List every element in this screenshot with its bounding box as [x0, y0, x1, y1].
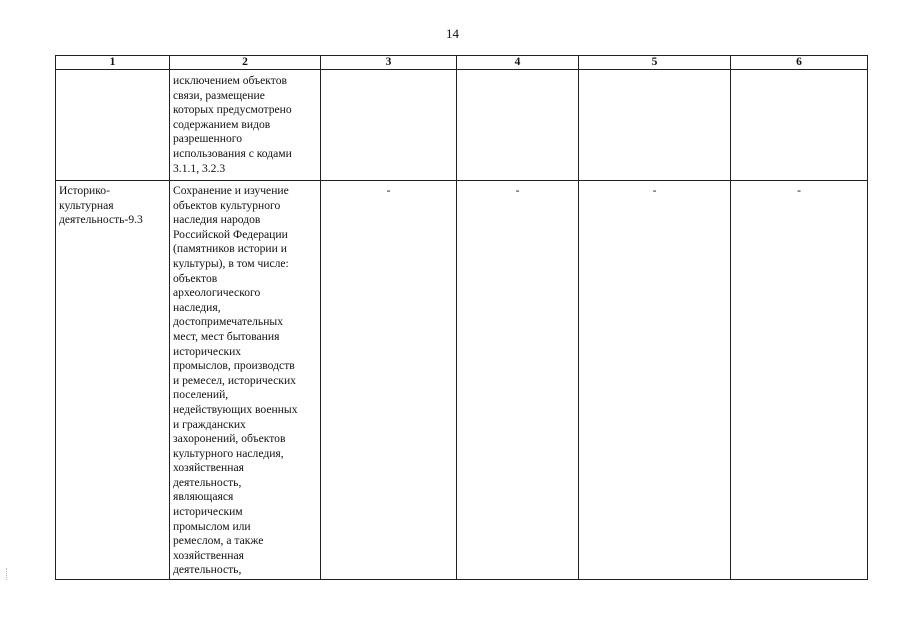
table-header-row	[56, 56, 868, 70]
value-cell-5	[579, 70, 731, 181]
document-table	[55, 55, 868, 580]
table-row	[56, 181, 868, 580]
land-use-type-cell	[56, 70, 170, 181]
description-cell: исключением объектов связи, размещение которых предусмотрено содержанием видов разрешенного использования с кодами 3.1.1, 3.2.3	[170, 70, 321, 181]
column-header-1: 1	[56, 56, 170, 70]
value-cell-4: -	[457, 181, 579, 580]
column-header-5: 5	[579, 56, 731, 70]
table-row	[56, 70, 868, 181]
column-header-3: 3	[321, 56, 457, 70]
value-cell-6	[731, 70, 868, 181]
description-cell: Сохранение и изучение объектов культурного наследия народов Российской Федерации (памятников истории и культуры), в том числе: объектов археологического наследия, достопримечательных мест, мест бытования исторических промыслов, производств и ремесел, исторических поселений, недействующих военных и гражданских захоронений, объектов культурного наследия, хозяйственная деятельность, являющаяся историческим промыслом или ремеслом, а также хозяйственная деятельность,	[170, 181, 321, 580]
value-cell-4	[457, 70, 579, 181]
value-cell-6: -	[731, 181, 868, 580]
value-cell-3	[321, 70, 457, 181]
land-use-type-cell: Историко- культурная деятельность-9.3	[56, 181, 170, 580]
value-cell-5: -	[579, 181, 731, 580]
column-header-2: 2	[170, 56, 321, 70]
column-header-4: 4	[457, 56, 579, 70]
page-number: 14	[446, 26, 459, 41]
scan-edge-mark	[6, 568, 9, 580]
column-header-6: 6	[731, 56, 868, 70]
value-cell-3: -	[321, 181, 457, 580]
